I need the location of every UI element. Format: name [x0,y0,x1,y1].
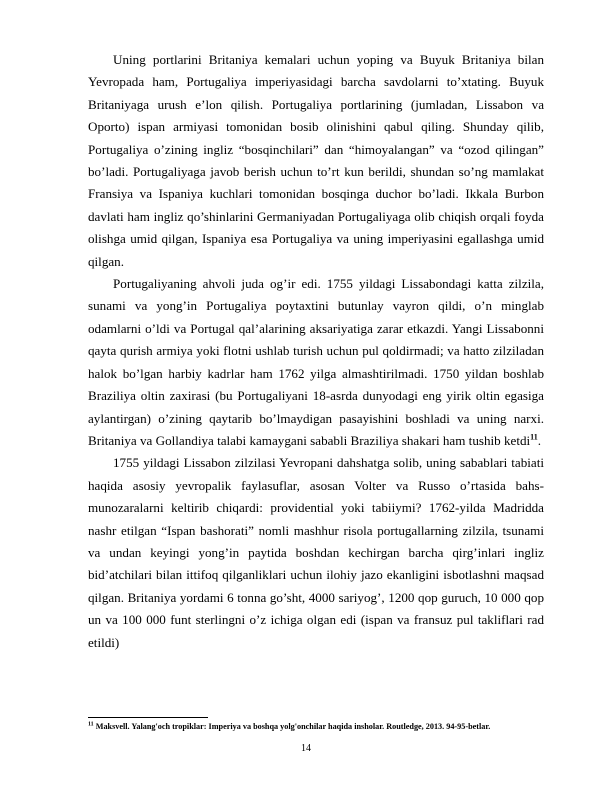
footnote-divider [88,717,208,718]
footnote-number: 11 [88,721,94,728]
paragraph-1: Uning portlarini Britaniya kemalari uchun yoping va Buyuk Britaniya bilan Yevropada ham, Portugaliya imperiyasidagi barcha savdolarni to’xtating. Buyuk Britaniyaga urush e’lon qilish. Portugaliya portlarining (jumladan, Lissabon va Oporto) ispan armiyasi tomonidan bosib olinishini qabul qiling. Shunday qilib, Portugaliya o’zining ingliz “bosqinchilari” dan “himoyalangan” va “ozod qilingan” bo’ladi. Portugaliyaga javob berish uchun to’rt kun berildi, shundan so’ng mamlakat Fransiya va Ispaniya kuchlari tomonidan bosqinga duchor bo’ladi. Ikkala Burbon davlati ham ingliz qo’shinlarini Germaniyadan Portugaliyaga olib chiqish orqali foyda olishga umid qilgan, Ispaniya esa Portugaliya va uning imperiyasini egallashga umid qilgan. [88,52,544,269]
footnote [88,721,558,732]
document-body [88,49,544,654]
paragraph-3: 1755 yildagi Lissabon zilzilasi Yevropani dahshatga solib, uning sabablari tabiati haqida asosiy yevropalik faylasuflar, asosan Volter va Russo o’rtasida bahs-munozaralarni keltirib chiqardi: providential yoki tabiiymi? 1762-yilda Madridda nashr etilgan “Ispan bashorati” nomli mashhur risola portugallarning zilzila, tsunami va undan keyingi yong’in paytida boshdan kechirgan barcha qirg’inlari ingliz bid’atchilari bilan ittifoq qilganliklari uchun ilohiy jazo ekanligini isbotlashni maqsad qilgan. Britaniya yordami 6 tonna go’sht, 4000 sariyog’, 1200 qop guruch, 10 000 qop un va 100 000 funt sterlingni o’z ichiga olgan edi (ispan va fransuz pul takliflari rad etildi) [88,455,544,650]
footnote-text: Maksvell. Yalang'och tropiklar: Imperiya va boshqa yolg'onchilar haqida insholar. Routledge, 2013. 94-95-betlar. [93,722,491,731]
page-number: 14 [301,743,311,754]
paragraph-2 [88,273,544,452]
footnote-reference[interactable]: 11 [530,432,538,442]
paragraph-2-end: . [537,432,541,448]
paragraph-2-text: Portugaliyaning ahvoli juda og’ir edi. 1755 yildagi Lissabondagi katta zilzila, sunami va yong’in Portugaliya poytaxtini butunlay vayron qildi, o’n minglab odamlarni o’ldi va Portugal qal’alarining aksariyatiga zarar etkazdi. Yangi Lissabonni qayta qurish armiya yoki flotni ushlab turish uchun pul qoldirmadi; va hatto zilziladan halok bo’lgan harbiy kadrlar ham 1762 yilga almashtirilmadi. 1750 yildan boshlab Braziliya oltin zaxirasi (bu Portugaliyani 18-asrda dunyodagi eng yirik oltin egasiga aylantirgan) o’zining qaytarib bo’lmaydigan pasayishini boshladi va uning narxi. Britaniya va Gollandiya talabi kamaygani sababli Braziliya shakari ham tushib ketdi [88,276,544,448]
